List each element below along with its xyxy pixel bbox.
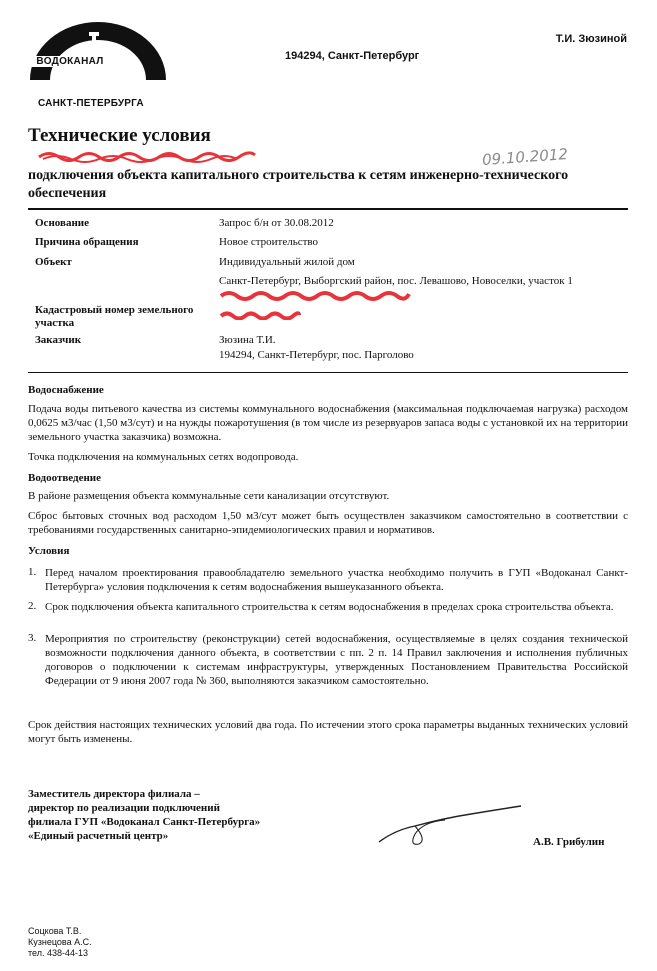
executor-contacts: Соцкова Т.В. Кузнецова А.С. тел. 438-44-13 — [28, 926, 92, 958]
water-supply-paragraph: Подача воды питьевого качества из системы коммунального водоснабжения (максимальная подключаемая нагрузка) расходом 0,0625 м3/час (1,50 м3/сут) и на нужды пожаротушения (в том числе из резервуаров запаса воды с установкой их на территории земельного участка заказчика) возможна. — [28, 403, 628, 443]
condition-item: Перед началом проектирования правообладателю земельного участка необходимо получить в ГУП «Водоканал Санкт-Петербурга» условия подключения к сетям водоснабжения вышеуказанного объекта. — [45, 567, 628, 593]
logo-name: ВОДОКАНАЛ — [18, 56, 122, 67]
signatory-title: Заместитель директора филиала – директор по реализации подключений филиала ГУП «Водоканал Санкт-Петербурга» «Единый расчетный центр» — [28, 788, 261, 842]
conditions-heading: Условия — [28, 545, 70, 557]
customer-name: Зюзина Т.И. — [219, 334, 276, 346]
condition-number: 3. — [28, 632, 37, 644]
document-subtitle: подключения объекта капитального строительства к сетям инженерно-технического обеспечения — [28, 168, 569, 201]
water-supply-heading: Водоснабжение — [28, 384, 104, 396]
condition-item: Срок подключения объекта капитального строительства к сетям водоснабжения в пределах срока строительства объекта. — [45, 601, 614, 613]
object-value: Индивидуальный жилой дом — [219, 256, 355, 268]
sewerage-paragraph-2: Сброс бытовых сточных вод расходом 1,50 м3/сут может быть осуществлен заказчиком самостоятельно в соответствии с требованиями государственных санитарно-эпидемиологических правил и нормативов. — [28, 510, 628, 536]
customer-label: Заказчик — [35, 334, 82, 346]
handwritten-signature — [375, 800, 525, 850]
reason-label: Причина обращения — [35, 236, 139, 248]
cadastral-label: Кадастровый номер земельного участка — [35, 304, 194, 329]
handwritten-date: 09.10.2012 — [481, 145, 569, 169]
object-address: Санкт-Петербург, Выборгский район, пос. Левашово, Новоселки, участок 1 — [219, 275, 573, 287]
document-title: Технические условия — [28, 125, 211, 146]
redacted-document-number — [37, 149, 257, 163]
sewerage-heading: Водоотведение — [28, 472, 102, 484]
logo-city: САНКТ-ПЕТЕРБУРГА — [38, 98, 144, 109]
basis-label: Основание — [35, 217, 90, 229]
recipient-address: 194294, Санкт-Петербург — [285, 50, 420, 62]
reason-value: Новое строительство — [219, 236, 319, 248]
recipient-name: Т.И. Зюзиной — [555, 33, 627, 45]
redacted-address-detail — [219, 289, 411, 301]
redacted-cadastral-number — [219, 310, 301, 320]
object-label: Объект — [35, 256, 72, 268]
logo-arch-icon — [28, 20, 168, 80]
customer-address: 194294, Санкт-Петербург, пос. Парголово — [219, 349, 414, 361]
sewerage-paragraph-1: В районе размещения объекта коммунальные сети канализации отсутствуют. — [28, 490, 390, 502]
condition-number: 2. — [28, 600, 37, 612]
info-divider — [28, 372, 628, 373]
basis-value: Запрос б/н от 30.08.2012 — [219, 217, 334, 229]
condition-number: 1. — [28, 566, 37, 578]
signer-name: А.В. Грибулин — [533, 836, 605, 848]
condition-item: Мероприятия по строительству (реконструкции) сетей водоснабжения, осуществляемые в целях создания технической возможности подключения данного объекта, в соответствии с пп. 2 п. 14 Правил заключения и исполнения публичных договоров о подключении к системам инфраструктуры, утвержденных Постановлением Правительства Российской Федерации от 9 июня 2007 года № 360, выполняются заказчиком самостоятельно. — [45, 633, 628, 687]
header-divider — [28, 208, 628, 210]
validity-paragraph: Срок действия настоящих технических условий два года. По истечении этого срока параметры выданных технических условий могут быть изменены. — [28, 719, 628, 745]
connection-point-paragraph: Точка подключения на коммунальных сетях водопровода. — [28, 451, 299, 463]
